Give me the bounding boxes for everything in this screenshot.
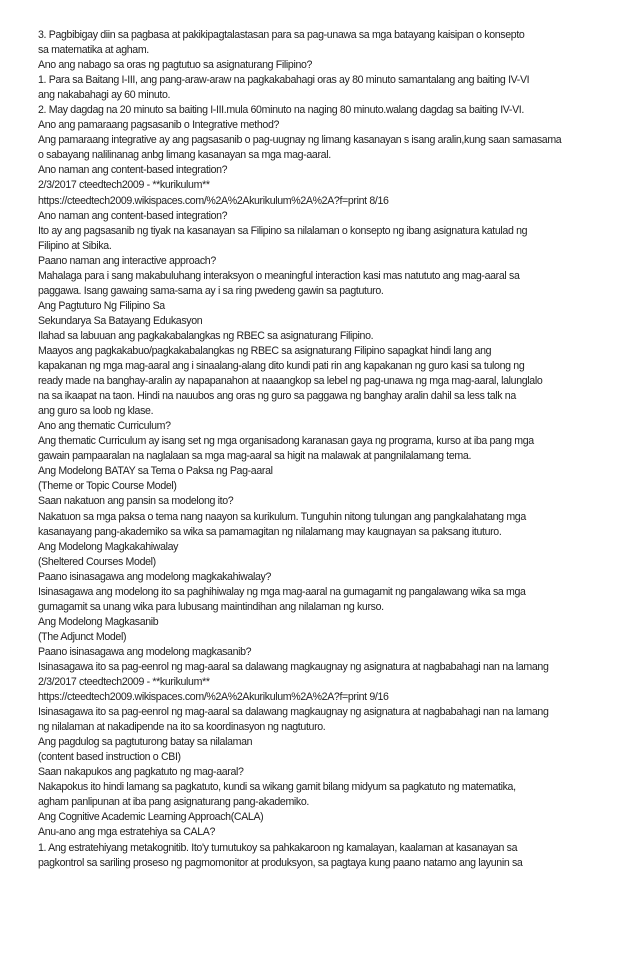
text-line: https://cteedtech2009.wikispaces.com/%2A%2Akurikulum%2A%2A?f=print 8/16 — [38, 194, 389, 207]
text-line: Nakapokus ito hindi lamang sa pagkatuto, kundi sa wikang gamit bilang midyum sa pagkatuto ng matematika, — [38, 781, 516, 794]
text-line: Nakatuon sa mga paksa o tema nang naayon sa kurikulum. Tunguhin nitong tulungan ang pangkalahatang mga — [38, 510, 526, 523]
text-line: Isinasagawa ang modelong ito sa paghihiwalay ng mga mag-aaral na gumagamit ng pangalawang wika sa mga — [38, 585, 526, 598]
text-line: https://cteedtech2009.wikispaces.com/%2A%2Akurikulum%2A%2A?f=print 9/16 — [38, 691, 389, 704]
text-line: (content based instruction o CBI) — [38, 751, 181, 764]
text-line: Ito ay ang pagsasanib ng tiyak na kasanayan sa Filipino sa nilalaman o konsepto ng ibang asignatura katulad ng — [38, 224, 528, 237]
document-text-body — [38, 28, 594, 871]
text-line: Anu-ano ang mga estratehiya sa CALA? — [38, 826, 216, 839]
text-line: Ang pagdulog sa pagtuturong batay sa nilalaman — [38, 736, 253, 749]
text-line: Paano isinasagawa ang modelong magkakahiwalay? — [38, 570, 272, 583]
text-line: Ang thematic Curriculum ay isang set ng mga organisadong karanasan gaya ng programa, kurso at iba pang mga — [38, 435, 534, 448]
text-line: 2/3/2017 cteedtech2009 - **kurikulum** — [38, 179, 210, 192]
text-line: Paano naman ang interactive approach? — [38, 254, 216, 267]
text-line: sa matematika at agham. — [38, 44, 149, 57]
text-line: Saan nakapukos ang pagkatuto ng mag-aaral? — [38, 766, 244, 779]
text-line: Isinasagawa ito sa pag-eenrol ng mag-aaral sa dalawang magkaugnay ng asignatura at nagbabahagi nan na lamang — [38, 660, 549, 673]
text-line: Ang Modelong Magkakahiwalay — [38, 540, 179, 553]
text-line: Ang Modelong Magkasanib — [38, 615, 159, 628]
text-line: Ano ang thematic Curriculum? — [38, 420, 171, 433]
text-line: (Sheltered Courses Model) — [38, 555, 156, 568]
text-line: 1. Ang estratehiyang metakognitib. Ito'y tumutukoy sa pahkakaroon ng kamalayan, kaalaman at kasanayan sa — [38, 841, 518, 854]
text-line: Maayos ang pagkakabuo/pagkakabalangkas ng RBEC sa asignaturang Filipino sapagkat hindi lang ang — [38, 344, 492, 357]
text-line: 2/3/2017 cteedtech2009 - **kurikulum** — [38, 676, 210, 689]
text-line: ready made na banghay-aralin ay napapanahon at naaangkop sa lebel ng pag-unawa ng mga mag-aaral, lalunglalo — [38, 375, 543, 388]
text-line: Ang Modelong BATAY sa Tema o Paksa ng Pag-aaral — [38, 465, 273, 478]
text-line: Ang Pagtuturo Ng Filipino Sa — [38, 299, 165, 312]
text-line: Filipino at Sibika. — [38, 239, 112, 252]
text-line: Ang Cognitive Academic Learning Approach(CALA) — [38, 811, 264, 824]
text-line: Ano naman ang content-based integration? — [38, 209, 228, 222]
text-line: ang nakabahagi ay 60 minuto. — [38, 89, 171, 102]
text-line: ng nilalaman at nakadipende na ito sa koordinasyon ng nagtuturo. — [38, 721, 326, 734]
text-line: Ano ang pamaraang pagsasanib o Integrative method? — [38, 119, 280, 132]
text-line: na sa ikaapat na taon. Hindi na nauubos ang oras ng guro sa paggawa ng banghay aralin dahil sa less talk na — [38, 390, 516, 403]
text-line: Mahalaga para i sang makabuluhang interaksyon o meaningful interaction kasi mas natututo ang mag-aaral sa — [38, 269, 520, 282]
text-line: gawain pampaaralan na naglalaan sa mga mag-aaral sa higit na malawak at pangnilalamang tema. — [38, 450, 472, 463]
text-line: Isinasagawa ito sa pag-eenrol ng mag-aaral sa dalawang magkaugnay ng asignatura at nagbabahagi nan na lamang — [38, 706, 549, 719]
text-line: 3. Pagbibigay diin sa pagbasa at pakikipagtalastasan para sa pag-unawa sa mga batayang kaisipan o konsepto — [38, 29, 525, 41]
text-line: Paano isinasagawa ang modelong magkasanib? — [38, 645, 252, 658]
text-line: Ang pamaraang integrative ay ang pagsasanib o pag-uugnay ng limang kasanayan s isang aralin,kung saan samasama — [38, 134, 562, 147]
text-line: (Theme or Topic Course Model) — [38, 480, 177, 493]
text-line: (The Adjunct Model) — [38, 630, 127, 643]
text-line: paggawa. Isang gawaing sama-sama ay i sa ring pwedeng gawin sa pagtuturo. — [38, 284, 384, 297]
text-line: 1. Para sa Baitang I-III, ang pang-araw-araw na pagkakabahagi oras ay 80 minuto samantalang ang baiting IV-VI — [38, 74, 530, 87]
text-line: Sekundarya Sa Batayang Edukasyon — [38, 314, 203, 327]
text-line: gumagamit sa unang wika para lubusang maintindihan ang nilalaman ng kurso. — [38, 600, 384, 613]
text-line: agham panlipunan at iba pang asignaturang pang-akademiko. — [38, 796, 310, 809]
text-line: kapakanan ng mga mag-aaral ang i sinaalang-alang dito kundi pati rin ang kapakanan ng guro kasi sa tulong ng — [38, 360, 525, 373]
text-line: Ano ang nabago sa oras ng pagtutuo sa asignaturang Filipino? — [38, 59, 313, 72]
text-line: 2. May dagdag na 20 minuto sa baiting I-III.mula 60minuto na naging 80 minuto.walang dagdag sa baiting IV-VI. — [38, 104, 524, 117]
text-line: o sabayang nalilinanag anbg limang kasanayan sa mga mag-aaral. — [38, 149, 331, 162]
text-line: Saan nakatuon ang pansin sa modelong ito? — [38, 495, 234, 508]
text-line: ang guro sa loob ng klase. — [38, 405, 154, 418]
text-line: kasanayang pang-akademiko sa wika sa pamamagitan ng nilalamang may kaugnayan sa paksang ituturo. — [38, 525, 502, 538]
text-line: Ano naman ang content-based integration? — [38, 164, 228, 177]
text-line: Ilahad sa labuuan ang pagkakabalangkas ng RBEC sa asignaturang Filipino. — [38, 329, 374, 342]
text-line: pagkontrol sa sariling proseso ng pagmomonitor at produksyon, sa pagtaya kung paano natamo ang layunin sa — [38, 856, 523, 869]
